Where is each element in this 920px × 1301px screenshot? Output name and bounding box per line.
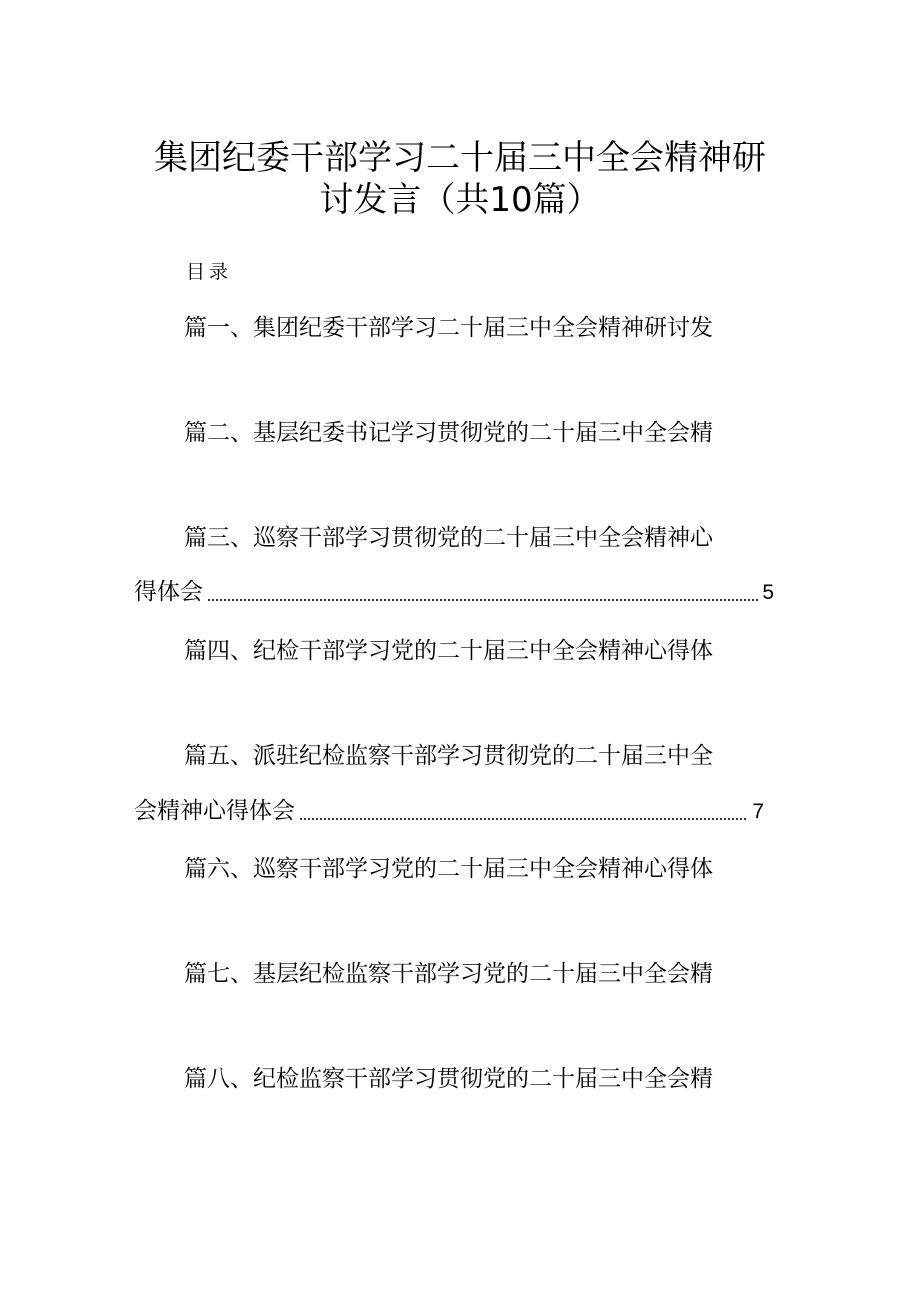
toc-heading: 目录 [186, 261, 233, 283]
toc-entry-1[interactable]: 篇一、集团纪委干部学习二十届三中全会精神研讨发 [184, 315, 713, 341]
toc-entry-3-page: 5 [762, 581, 774, 604]
toc-leader-dots [207, 598, 758, 602]
toc-entry-4[interactable]: 篇四、纪检干部学习党的二十届三中全会精神心得体 [184, 638, 713, 664]
toc-entry-3[interactable]: 篇三、巡察干部学习贯彻党的二十届三中全会精神心 [184, 525, 713, 551]
toc-leader-dots [299, 817, 748, 821]
toc-entry-5-continuation[interactable] [134, 796, 764, 827]
toc-entry-3-tail: 得体会 [134, 579, 203, 605]
toc-entry-2[interactable]: 篇二、基层纪委书记学习贯彻党的二十届三中全会精 [184, 420, 713, 446]
toc-entry-5[interactable]: 篇五、派驻纪检监察干部学习贯彻党的二十届三中全 [184, 743, 713, 769]
toc-entry-7[interactable]: 篇七、基层纪检监察干部学习党的二十届三中全会精 [184, 961, 713, 987]
toc-entry-5-page: 7 [752, 800, 764, 823]
document-title-line-2: 讨发言（共10篇） [319, 180, 601, 220]
toc-entry-3-continuation[interactable] [134, 577, 774, 608]
toc-entry-8[interactable]: 篇八、纪检监察干部学习贯彻党的二十届三中全会精 [184, 1066, 713, 1092]
toc-entry-6[interactable]: 篇六、巡察干部学习党的二十届三中全会精神心得体 [184, 856, 713, 882]
document-title-line-1: 集团纪委干部学习二十届三中全会精神研 [154, 138, 766, 178]
toc-entry-5-tail: 会精神心得体会 [134, 798, 295, 824]
